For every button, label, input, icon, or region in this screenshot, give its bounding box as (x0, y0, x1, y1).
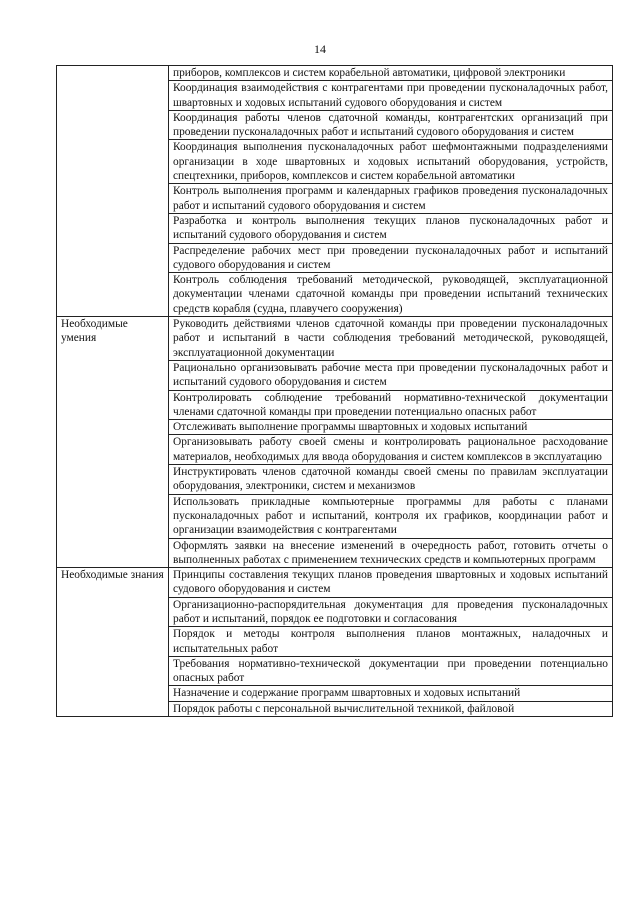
requirement-cell: приборов, комплексов и систем корабельной автоматики, цифровой электроники (169, 66, 613, 81)
requirement-cell: Назначение и содержание программ швартовных и ходовых испытаний (169, 686, 613, 701)
requirement-cell: Координация выполнения пусконаладочных работ шефмонтажными подразделениями организации в ходе швартовных и ходовых испытаний оборудования, устройств, спецтехники, приборов, комплексов и систем корабельной автоматики (169, 140, 613, 184)
requirement-cell: Организовывать работу своей смены и контролировать рациональное расходование материалов, необходимых для ввода оборудования и систем комплексов в эксплуатацию (169, 435, 613, 465)
table-row (57, 568, 613, 598)
requirement-cell: Координация работы членов сдаточной команды, контрагентских организаций при проведении пусконаладочных работ и испытаний судового оборудования и систем (169, 110, 613, 140)
requirement-cell: Распределение рабочих мест при проведении пусконаладочных работ и испытаний судового оборудования и систем (169, 243, 613, 273)
requirement-cell: Порядок работы с персональной вычислительной техникой, файловой (169, 701, 613, 716)
requirement-cell: Контролировать соблюдение требований нормативно-технической документации членами сдаточной команды при проведении потенциально опасных работ (169, 390, 613, 420)
requirement-cell: Оформлять заявки на внесение изменений в очередность работ, готовить отчеты о выполненных работах с применением технических средств и компьютерных программ (169, 538, 613, 568)
requirement-cell: Принципы составления текущих планов проведения швартовных и ходовых испытаний судового оборудования и систем (169, 568, 613, 598)
requirements-table (56, 65, 613, 717)
table-row (57, 317, 613, 361)
page-number: 14 (314, 42, 326, 56)
table-row (57, 66, 613, 81)
requirement-cell: Контроль соблюдения требований методической, руководящей, эксплуатационной документации членами сдаточной команды при проведении испытаний технических средств корабля (судна, плавучего сооружения) (169, 273, 613, 317)
category-cell (57, 66, 169, 317)
requirement-cell: Требования нормативно-технической документации при проведении потенциально опасных работ (169, 656, 613, 686)
requirement-cell: Порядок и методы контроля выполнения планов монтажных, наладочных и испытательных работ (169, 627, 613, 657)
category-cell: Необходимые знания (57, 568, 169, 717)
requirement-cell: Разработка и контроль выполнения текущих планов пусконаладочных работ и испытаний судового оборудования и систем (169, 213, 613, 243)
requirement-cell: Организационно-распорядительная документация для проведения пусконаладочных работ и испытаний, порядок ее подготовки и согласования (169, 597, 613, 627)
category-cell: Необходимые умения (57, 317, 169, 568)
requirements-table-body (57, 66, 613, 717)
requirement-cell: Контроль выполнения программ и календарных графиков проведения пусконаладочных работ и испытаний судового оборудования и систем (169, 184, 613, 214)
requirement-cell: Отслеживать выполнение программы швартовных и ходовых испытаний (169, 420, 613, 435)
requirement-cell: Инструктировать членов сдаточной команды своей смены по правилам эксплуатации оборудования, электроники, систем и механизмов (169, 465, 613, 495)
requirement-cell: Координация взаимодействия с контрагентами при проведении пусконаладочных работ, швартовных и ходовых испытаний судового оборудования и систем (169, 81, 613, 111)
requirement-cell: Руководить действиями членов сдаточной команды при проведении пусконаладочных работ и испытаний в части соблюдения требований методической, руководящей, эксплуатационной документации (169, 317, 613, 361)
requirement-cell: Использовать прикладные компьютерные программы для работы с планами пусконаладочных работ и испытаний, контроля их графиков, координации работ и организации взаимодействия с контрагентами (169, 494, 613, 538)
requirement-cell: Рационально организовывать рабочие места при проведении пусконаладочных работ и испытаний судового оборудования и систем (169, 360, 613, 390)
